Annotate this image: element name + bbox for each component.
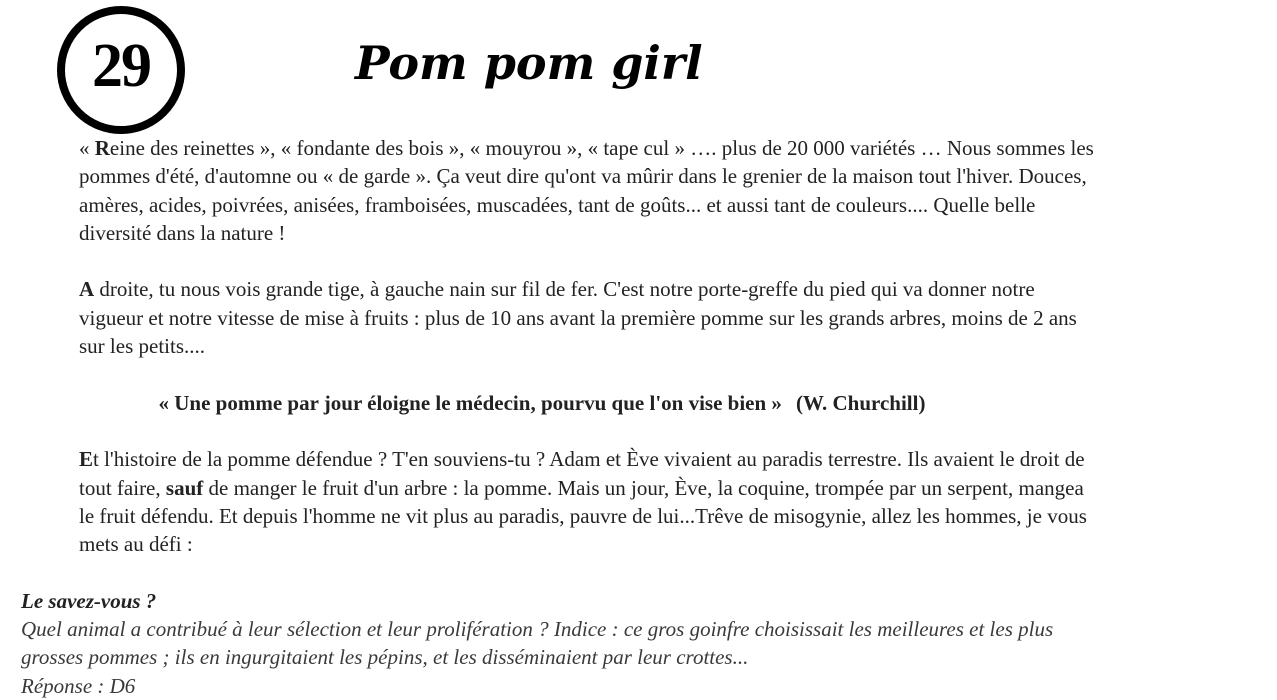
paragraph-intro-open-quote: « bbox=[79, 136, 95, 160]
paragraph-rootstock bbox=[21, 275, 1101, 360]
paragraph-rootstock-text: droite, tu nous vois grande tige, à gauche nain sur fil de fer. C'est notre porte-greffe du pied qui va donner notre vigueur et notre vitesse de mise à fruits : plus de 10 ans avant la première pomme sur les grands arbres, moins de 2 ans sur les petits.... bbox=[79, 277, 1077, 359]
paragraph-forbidden-bold-word: sauf bbox=[165, 475, 204, 500]
paragraph-intro-lead-letter: R bbox=[94, 136, 110, 160]
paragraph-intro bbox=[21, 134, 1101, 247]
paragraph-forbidden-lead-letter: E bbox=[79, 447, 94, 472]
quote-author: (W. Churchill) bbox=[795, 390, 926, 415]
chapter-number-badge bbox=[57, 6, 185, 134]
paragraph-intro-text: eine des reinettes », « fondante des bois », « mouyrou », « tape cul » …. plus de 20 000 variétés … Nous sommes les pommes d'été, d'automne ou « de garde ». Ça veut dire qu'ont va mûrir dans le grenier de la maison tout l'hiver. Douces, amères, acides, poivrées, anisées, framboisées, muscadées, tant de goûts... et aussi tant de couleurs.... Quelle belle diversité dans la nature ! bbox=[79, 136, 1094, 245]
article-body bbox=[21, 134, 1101, 700]
quote-text: « Une pomme par jour éloigne le médecin, pourvu que l'on vise bien » bbox=[158, 390, 782, 415]
did-you-know-title: Le savez-vous ? bbox=[21, 588, 157, 613]
did-you-know-answer: Réponse : D6 bbox=[21, 673, 136, 698]
did-you-know-question: Quel animal a contribué à leur sélection et leur prolifération ? Indice : ce gros goinfre choisissait les meilleures et les plus grosses pommes ; ils en ingurgitaient les pépins, et les disséminaient par leur crottes... bbox=[21, 617, 1054, 670]
paragraph-forbidden-text-before: t l'histoire de la pomme défendue ? T'en souviens-tu ? Adam et Ève vivaient au paradis terrestre. Ils avaient le droit de tout faire, bbox=[79, 447, 1085, 500]
paragraph-rootstock-lead-letter: A bbox=[79, 277, 95, 302]
paragraph-forbidden-apple bbox=[21, 445, 1101, 558]
chapter-number: 29 bbox=[92, 32, 150, 100]
churchill-quote bbox=[21, 389, 1063, 417]
paragraph-forbidden-text-after: de manger le fruit d'un arbre : la pomme. Mais un jour, Ève, la coquine, trompée par un serpent, mangea le fruit défendu. Et depuis l'homme ne vit plus au paradis, pauvre de lui...Trêve de misogynie, allez les hommes, je vous mets au défi : bbox=[79, 475, 1087, 557]
page-title: Pom pom girl bbox=[355, 36, 703, 90]
